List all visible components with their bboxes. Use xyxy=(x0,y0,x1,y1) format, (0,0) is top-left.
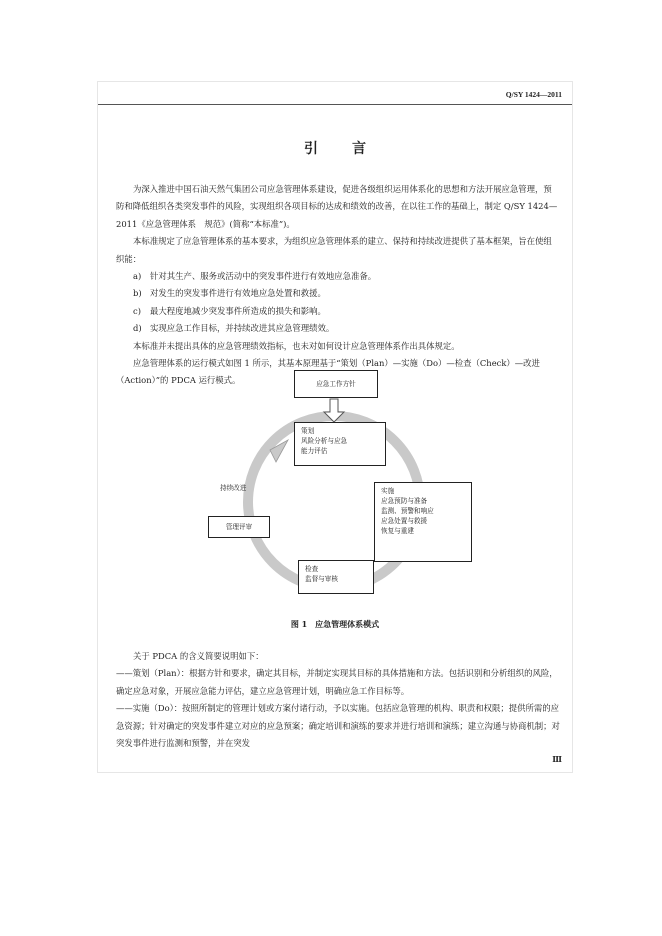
pdca-notes xyxy=(116,648,560,752)
paragraph-4: 应急管理体系的运行模式如图 1 所示，其基本原理基于“策划（Plan）—实施（Do）—检查（Check）—改进（Action）”的 PDCA 运行模式。 xyxy=(116,358,540,386)
list-item: c) 最大程度地减少突发事件所造成的损失和影响。 xyxy=(133,305,326,316)
improve-label: 持续改进 xyxy=(220,484,247,492)
policy-box: 应急工作方针 xyxy=(294,370,378,398)
paragraph-2: 本标准规定了应急管理体系的基本要求，为组织应急管理体系的建立、保持和持续改进提供了基本框架，旨在使组织能： xyxy=(116,236,552,264)
do-box: 实施 应急预防与准备 监测、预警和响应 应急处置与救援 恢复与重建 xyxy=(374,482,472,562)
list-item: a) 针对其生产、服务或活动中的突发事件进行有效地应急准备。 xyxy=(133,271,377,282)
list-item: d) 实现应急工作目标，并持续改进其应急管理绩效。 xyxy=(133,323,335,334)
dash-item-plan: ——策划（Plan）：根据方针和要求，确定其目标，并制定实现其目标的具体措施和方法。包括识别和分析组织的风险，确定应急对象，开展应急能力评估，建立应急管理计划，明确应急工作目标等。 xyxy=(116,668,558,696)
page-number: Ⅲ xyxy=(552,754,562,764)
check-box: 检查 监督与审核 xyxy=(298,560,374,594)
review-box: 管理评审 xyxy=(208,516,270,538)
paragraph-5: 关于 PDCA 的含义简要说明如下： xyxy=(133,651,264,661)
document-page xyxy=(97,81,573,773)
paragraph-1: 为深入推进中国石油天然气集团公司应急管理体系建设，促进各级组织运用体系化的思想和方法开展应急管理，预防和降低组织各类突发事件的风险，实现组织各项目标的达成和绩效的改善，在以往工作的基础上，制定 Q/SY 1424—2011《应急管理体系 规范》(简称“本标准”)。 xyxy=(116,184,558,229)
intro-body xyxy=(116,181,560,390)
plan-box: 策划 风险分析与应急 能力评估 xyxy=(294,422,386,466)
pdca-figure xyxy=(198,370,478,600)
figure-caption: 图 1 应急管理体系模式 xyxy=(290,619,380,629)
header-rule xyxy=(98,104,572,105)
list-item: b) 对发生的突发事件进行有效地应急处置和救援。 xyxy=(133,288,326,299)
page-title: 引言 xyxy=(304,141,400,157)
dash-item-do: ——实施（Do）：按照所制定的管理计划或方案付诸行动，予以实施。包括应急管理的机构、职责和权限；提供所需的应急资源；针对确定的突发事件建立对应的应急预案；确定培训和演练的要求并进行培训和演练；建立沟通与协商机制；对突发事件进行监测和预警，并在突发 xyxy=(116,703,560,749)
paragraph-3: 本标准并未提出具体的应急管理绩效指标，也未对如何设计应急管理体系作出具体规定。 xyxy=(133,340,460,351)
standard-code: Q/SY 1424—2011 xyxy=(505,90,562,99)
